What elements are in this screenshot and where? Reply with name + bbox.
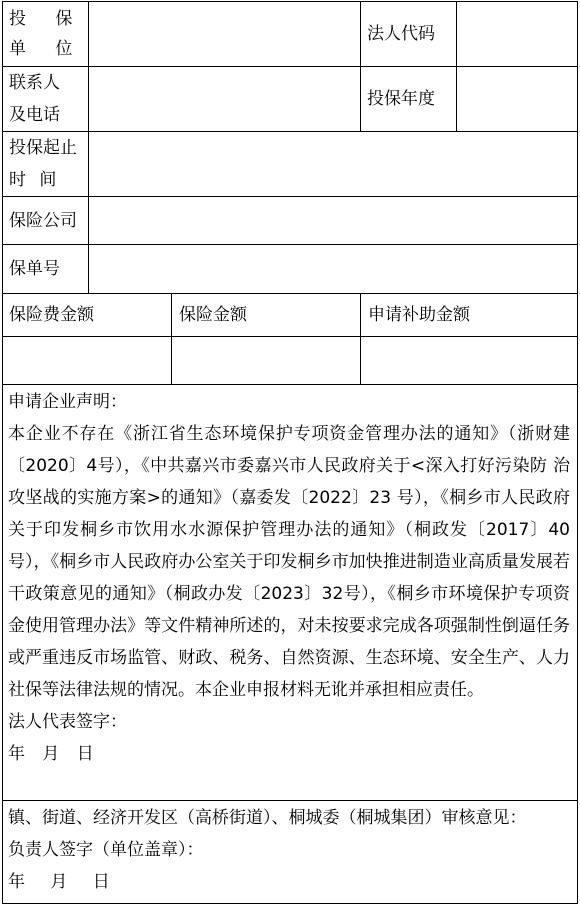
column-divider xyxy=(360,293,361,384)
insured-unit-label: 投 保 xyxy=(9,9,85,29)
column-divider xyxy=(88,1,89,293)
declaration-body: 本企业不存在《浙江省生态环境保护专项资金管理办法的通知》（浙财建〔2020〕4号），《中共嘉兴市委嘉兴市人民政府关于<深入打好污染防 治攻坚战的实施方案>的通知》（嘉委发〔2022〕23 号），《桐乡市人民政府关于印发桐乡市饮用水水源保护管理办法的通知》（桐政发〔2017〕40号），《桐乡市人民政府办公室关于印发桐乡市加快推进制造业高质量发展若干政策意见的通知》（桐政办发〔2023〕32号），《桐乡市环境保护专项资金使用管理办法》等文件精神所述的，对未按要求完成各项强制性倒逼任务或严重违反市场监管、财政、税务、自然资源、生态环境、安全生产、人力社保等法律法规的情况。本企业申报材料无讹并承担相应责任。 xyxy=(8,424,570,700)
company-declaration xyxy=(8,386,570,770)
contact-phone-field[interactable] xyxy=(90,68,359,130)
legal-rep-signature-label: 法人代表签字： xyxy=(8,712,127,732)
insurance-company-field[interactable] xyxy=(90,198,576,243)
row-divider xyxy=(2,800,578,801)
premium-amount-field[interactable] xyxy=(4,338,170,383)
insured-amount-field[interactable] xyxy=(173,338,359,383)
border-right xyxy=(577,1,578,903)
legal-code-field[interactable] xyxy=(458,3,576,65)
insurance-year-label: 投保年度 xyxy=(367,89,435,109)
insured-unit-label: 单 位 xyxy=(9,39,85,59)
insurance-period-field[interactable] xyxy=(90,133,576,195)
column-divider xyxy=(360,1,361,131)
insurance-period-label: 时 间 xyxy=(9,170,57,190)
insurance-period-label: 投保起止 xyxy=(9,138,77,158)
review-heading: 镇、街道、经济开发区（高桥街道）、桐城委（桐城集团）审核意见： xyxy=(8,808,527,828)
declaration-heading: 申请企业声明： xyxy=(8,392,127,412)
column-divider xyxy=(171,293,172,384)
subsidy-amount-field[interactable] xyxy=(362,338,576,383)
insurance-company-label: 保险公司 xyxy=(9,211,77,231)
insured-amount-label: 保险金额 xyxy=(179,305,247,325)
row-divider xyxy=(2,293,578,294)
insured-unit-field[interactable] xyxy=(90,3,359,65)
legal-code-label: 法人代码 xyxy=(367,24,435,44)
column-divider xyxy=(456,1,457,131)
contact-phone-label: 及电话 xyxy=(9,105,60,125)
review-signature-label: 负责人签字（单位盖章）： xyxy=(8,840,204,860)
border-bottom xyxy=(2,903,578,904)
insurance-year-field[interactable] xyxy=(458,68,576,130)
row-divider xyxy=(2,384,578,385)
border-left xyxy=(2,1,3,903)
review-date: 年 月 日 xyxy=(8,872,110,892)
review-opinion xyxy=(8,802,570,898)
declaration-date: 年 月 日 xyxy=(8,744,94,764)
policy-number-label: 保单号 xyxy=(9,259,60,279)
row-divider xyxy=(2,336,578,337)
policy-number-field[interactable] xyxy=(90,246,576,292)
premium-amount-label: 保险费金额 xyxy=(9,305,94,325)
subsidy-amount-label: 申请补助金额 xyxy=(368,305,470,325)
contact-phone-label: 联系人 xyxy=(9,73,60,93)
